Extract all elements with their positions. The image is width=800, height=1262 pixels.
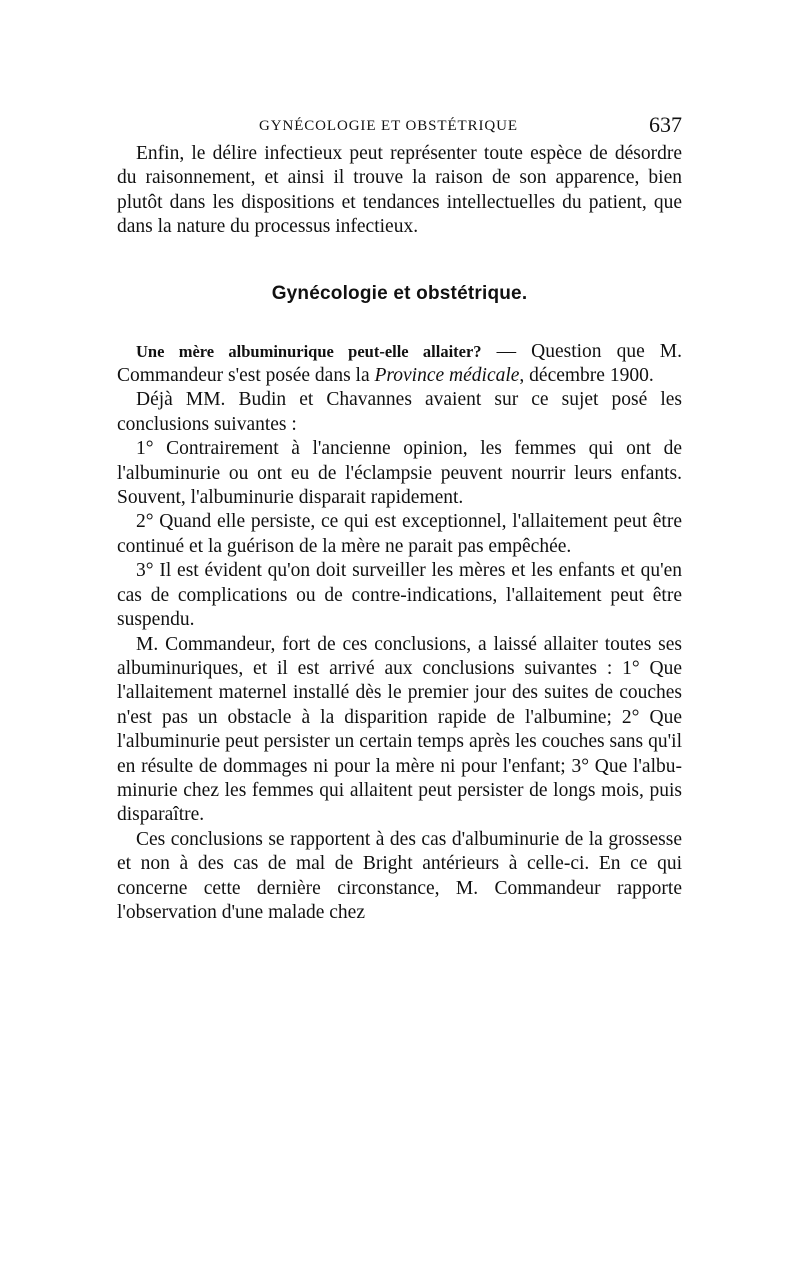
section-title: Gynécologie et obstétrique. [271, 282, 528, 304]
paragraph-final: Ces conclusions se rapportent à des cas d'albuminurie de la grossesse et non à des cas de mal de Bright antérieurs à celle-ci. En ce qui concerne cette dernière circonstance, M. Commandeur rapporte l'observation d'une malade chez [117, 828, 682, 923]
article-title: Une mère albuminurique peut-elle allaiter? [136, 341, 482, 361]
article-date: , décembre 1900. [519, 365, 654, 387]
conclusion-3: 3° Il est évident qu'on doit surveiller les mères et les enfants et qu'en cas de complications ou de contre-indications, l'allaitement peut être suspendu. [117, 560, 682, 631]
running-head-title: GYNÉCOLOGIE ET OBSTÉTRIQUE [259, 118, 518, 134]
paragraph-budin: Déjà MM. Budin et Chavannes avaient sur ce sujet posé les conclusions suivantes : [117, 389, 682, 435]
paragraph-commandeur: M. Commandeur, fort de ces conclusions, a laissé allaiter toutes ses albuminuriques, et il est arrivé aux conclusions suivantes : 1° Que l'allaitement maternel installé dès le premier jour des suites de couches n'est pas un obstacle à la disparition rapide de l'albumine; 2° Que l'albuminurie peut persister un certain temps après les couches sans qu'il en résulte de dommages ni pour la mère ni pour l'enfant; 3° Que l'albuminurie chez les femmes qui allaitent peut persister de longs mois, puis disparaître. [117, 633, 682, 826]
page-number: 637 [649, 112, 682, 137]
journal-name: Province médicale [374, 365, 520, 387]
article-intro-paragraph [117, 340, 682, 389]
book-page [117, 112, 682, 925]
conclusion-1: 1° Contrairement à l'ancienne opinion, les femmes qui ont de l'albuminurie ou ont eu de l'éclampsie peuvent nourrir leurs enfants. Souvent, l'albuminurie disparait rapidement. [117, 438, 682, 509]
running-head [117, 112, 682, 142]
conclusion-2: 2° Quand elle persiste, ce qui est exceptionnel, l'allaitement peut être continué et la guérison de la mère ne parait pas empêchée. [117, 511, 682, 557]
article-intro-text: — Question que M. Commandeur s'est posée dans la [117, 340, 682, 387]
paragraph-delire: Enfin, le délire infectieux peut représenter toute espèce de désordre du raisonnement, et ainsi il trouve la raison de son apparence, bien plutôt dans les dispositions et tendances intellectuelles du patient, que dans la nature du processus infectieux. [117, 143, 682, 238]
